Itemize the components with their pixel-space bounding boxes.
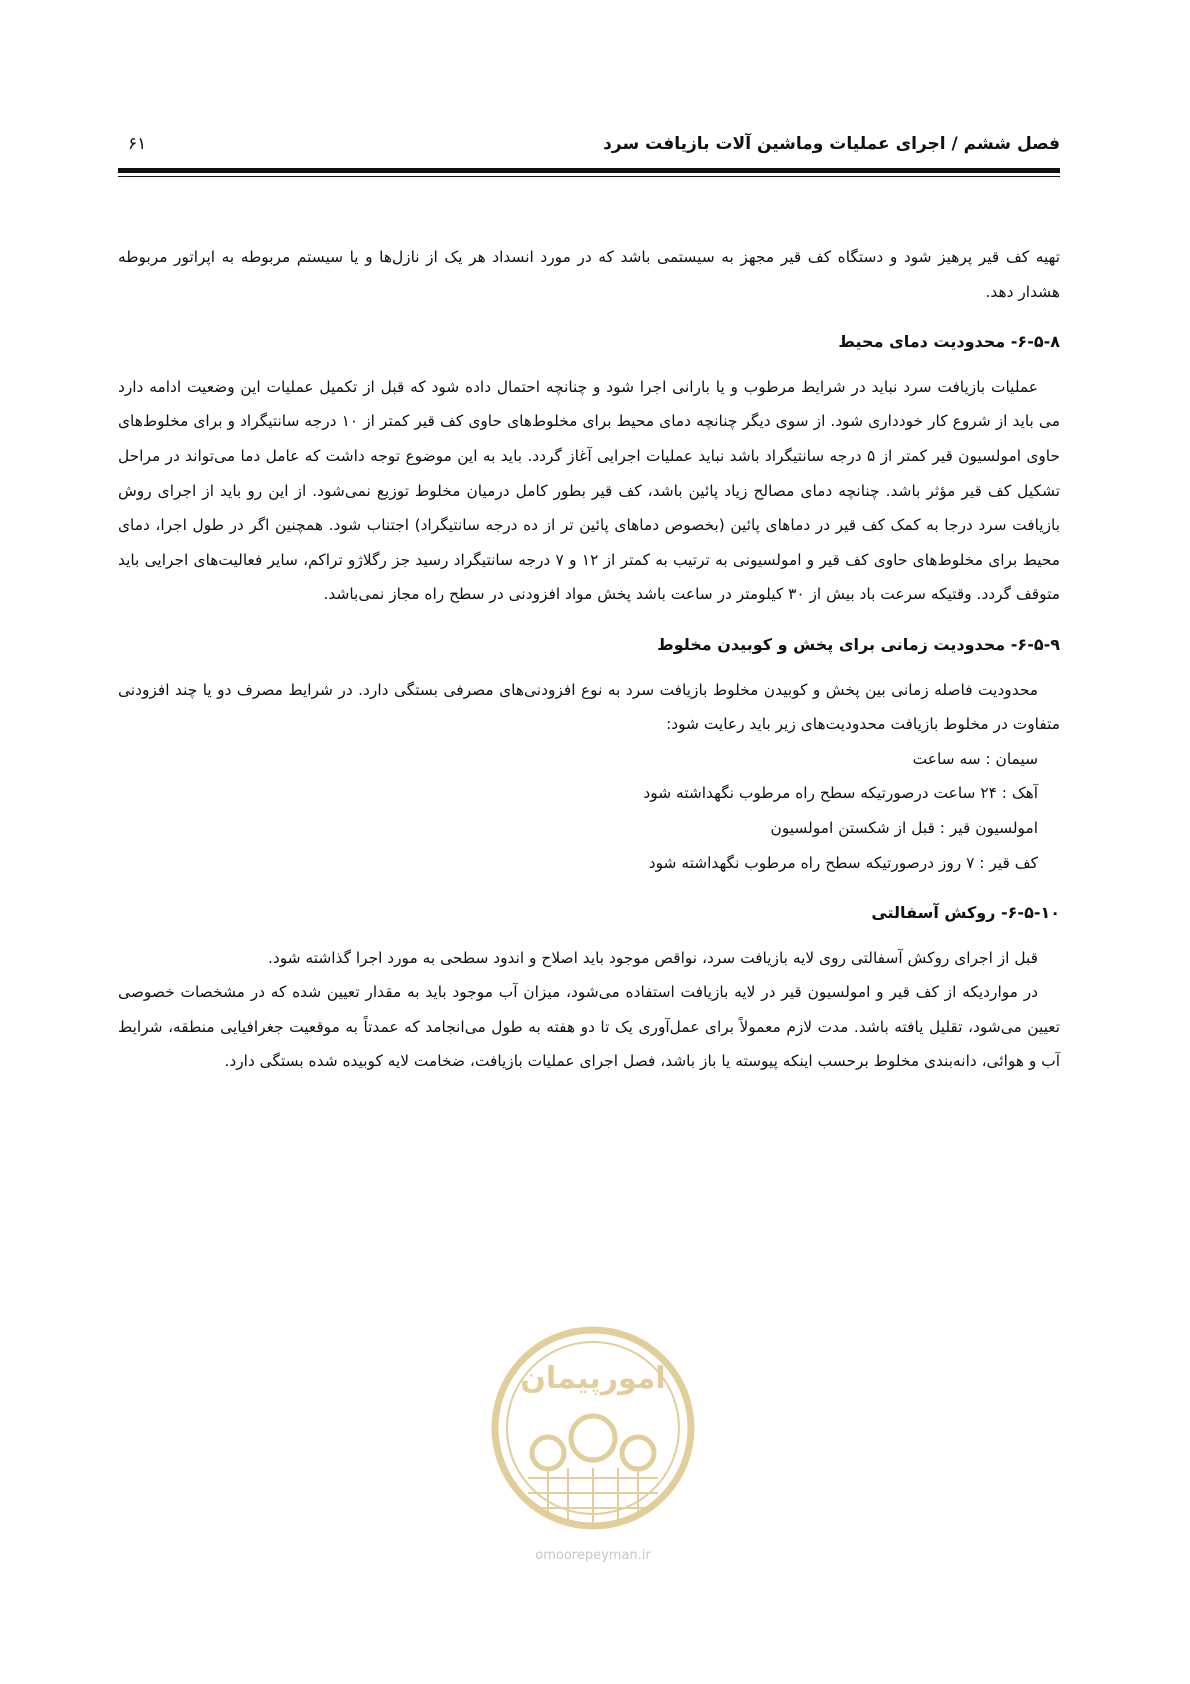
header-rule-thin (118, 176, 1060, 177)
additive-limits-list (118, 742, 1060, 880)
section-heading-9: ۶-۵-۹- محدودیت زمانی برای پخش و کوبیدن مخلوط (657, 634, 1060, 654)
page-content (118, 240, 1060, 1079)
intro-paragraph: تهیه کف قیر پرهیز شود و دستگاه کف قیر مجهز به سیستمی باشد که در مورد انسداد هر یک از نازل‌ها و یا سیستم مربوطه به اپراتور مربوطه هشدار دهد. (118, 248, 1060, 301)
watermark-seal-icon (488, 1318, 698, 1543)
section-10-paragraph-2: در مواردیکه از کف قیر و امولسیون قیر در لایه بازیافت استفاده می‌شود، میزان آب موجود باید به مقدار تعیین شده که در مشخصات خصوصی تعیین می‌شود، تقلیل یافته باشد. مدت لازم معمولاً برای عمل‌آوری یک تا دو هفته به طول می‌انجامد که عمدتاً به موقعیت جغرافیایی منطقه، شرایط آب و هوائی، دانه‌بندی مخلوط برحسب اینکه پیوسته یا باز باشد، فصل اجرای عملیات بازیافت، ضخامت لایه کوبیده شده بستگی دارد. (118, 983, 1060, 1071)
page-number: ۶۱ (128, 134, 147, 154)
section-heading-10: ۶-۵-۱۰- روکش آسفالتی (871, 903, 1060, 923)
chapter-title: فصل ششم / اجرای عملیات وماشین آلات بازیافت سرد (603, 134, 1060, 154)
section-9-paragraph: محدودیت فاصله زمانی بین پخش و کوبیدن مخلوط بازیافت سرد به نوع افزودنی‌های مصرفی بستگی دارد. در شرایط مصرف دو یا چند افزودنی متفاوت در مخلوط بازیافت محدودیت‌های زیر باید رعایت شود: (118, 680, 1060, 734)
header-rule (118, 168, 1060, 173)
section-10-paragraph-1: قبل از اجرای روکش آسفالتی روی لایه بازیافت سرد، نواقص موجود باید اصلاح و اندود سطحی به مورد اجرا گذاشته شود. (267, 948, 1038, 967)
page-header (118, 128, 1060, 168)
list-item: آهک : ۲۴ ساعت درصورتیکه سطح راه مرطوب نگهداشته شود (643, 784, 1038, 803)
section-8-paragraph: عملیات بازیافت سرد نباید در شرایط مرطوب و یا بارانی اجرا شود و چنانچه احتمال داده شود که قبل از تکمیل عملیات این وضعیت ادامه دارد می باید از شروع کار خودداری شود. از سوی دیگر چنانچه دمای محیط برای مخلوط‌های حاوی کف قیر کمتر از ۱۰ درجه سانتیگراد و برای مخلوط‌های حاوی امولسیون قیر کمتر از ۵ درجه سانتیگراد باشد نباید عملیات اجرایی آغاز گردد. باید به این موضوع توجه داشت که عامل دما می‌تواند در مراحل تشکیل کف قیر مؤثر باشد. چنانچه دمای مصالح زیاد پائین باشد، کف قیر بطور کامل درمیان مخلوط توزیع نمی‌شود. از این رو باید از اجرای روش بازیافت سرد درجا به کمک کف قیر در دماهای پائین (بخصوص دماهای پائین تر از ده درجه سانتیگراد) اجتناب شود. همچنین اگر در طول اجرا، دمای محیط برای مخلوط‌های حاوی کف قیر و امولسیونی به ترتیب به کمتر از ۱۲ و ۷ درجه سانتیگراد رسید جز رگلاژو تراکم، سایر فعالیت‌های اجرایی باید متوقف گردد. وقتیکه سرعت باد بیش از ۳۰ کیلومتر در ساعت باشد پخش مواد افزودنی در سطح راه مجاز نمی‌باشد. (118, 377, 1061, 604)
watermark-logo-text: امورپیمان (520, 1361, 666, 1396)
list-item: کف قیر : ۷ روز درصورتیکه سطح راه مرطوب نگهداشته شود (648, 853, 1038, 872)
watermark-logo (488, 1318, 698, 1568)
list-item: سیمان : سه ساعت (912, 749, 1038, 768)
list-item: امولسیون قیر : قبل از شکستن امولسیون (770, 818, 1038, 837)
watermark-url: omoorepeyman.ir (535, 1548, 651, 1563)
section-heading-8: ۶-۵-۸- محدودیت دمای محیط (838, 332, 1060, 352)
